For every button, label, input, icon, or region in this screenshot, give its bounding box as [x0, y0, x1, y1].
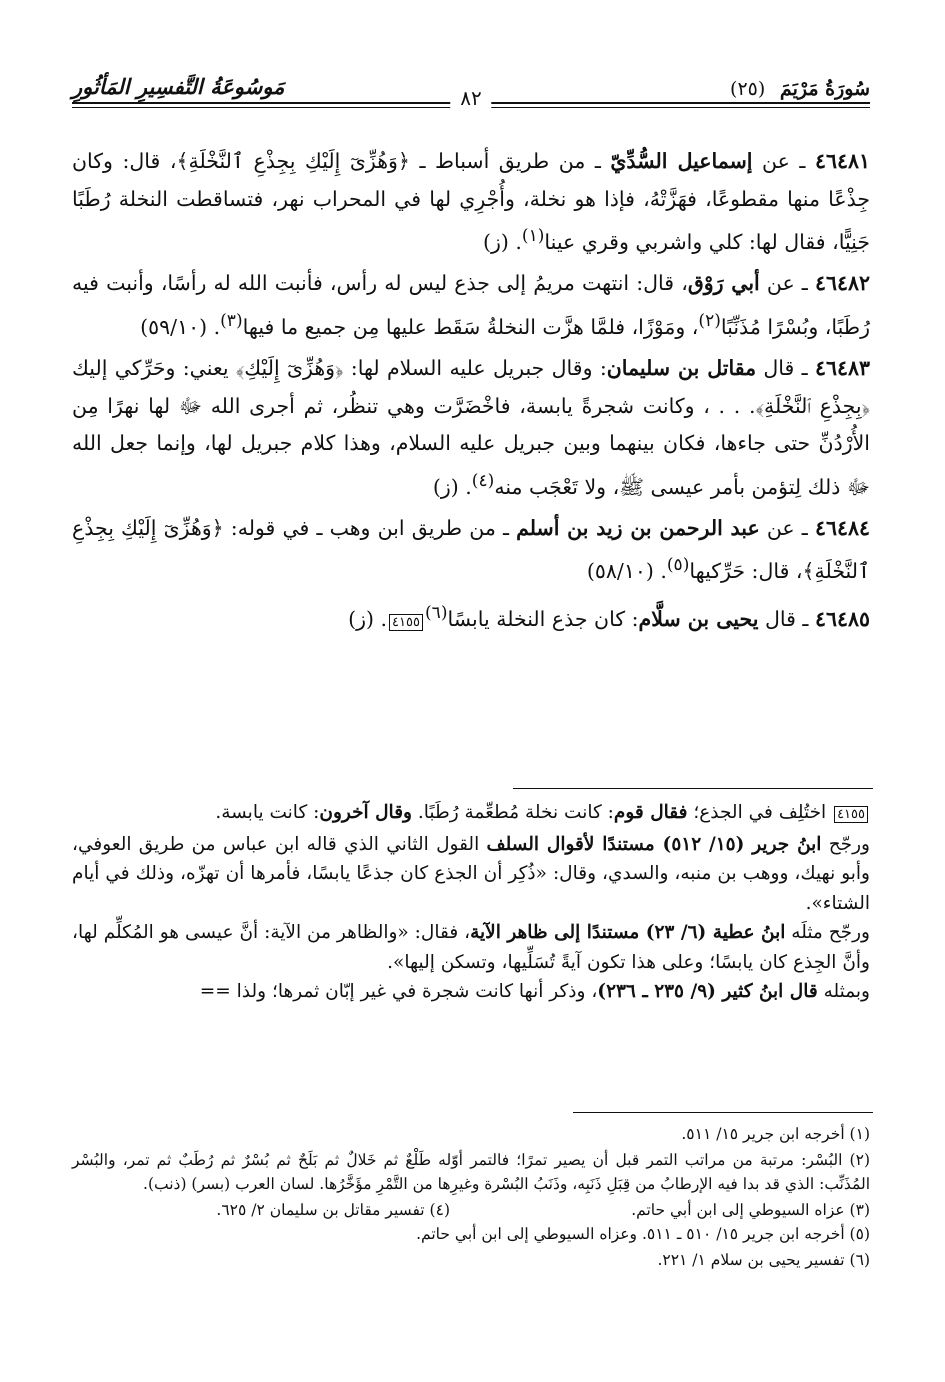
footnote-6: (٦) تفسير يحيى بن سلام ١/ ٢٢١. [657, 1250, 870, 1269]
surah-header [730, 78, 870, 100]
page-number: ٨٢ [450, 86, 491, 110]
commentary-text: القول الثاني الذي قاله ابن عباس من طريق العوفي، وأبو نهيك، ووهب بن منبه، والسدي، وقال: «ذُكِر أن الجذع كان جذعًا يابسًا، فأمرها أن تهزّه، وذلك في أيام الشتاء». [72, 833, 870, 914]
footnote-4: (٤) تفسير مقاتل بن سليمان ٢/ ٦٢٥. [216, 1200, 450, 1219]
entry-prefix: ـ قال [756, 356, 815, 381]
narrator-name: عبد الرحمن بن زيد بن أسلم [516, 515, 760, 540]
entry-text: : وقال جبريل عليه السلام لها: ﴿وَهُزِّىٓ إِلَيْكِ﴾ يعني: وحَرِّكي إليك ﴿بِجِذْعِ ٱلنَّخْلَةِ﴾. . . ، وكانت شجرةً يابسة، فاخْضَرَّت وهي تنظُر، ثم أجرى الله ﷻ لها نهرًا مِن الأُرْدُنِّ حتى جاءها، فكان بينهما وبين جبريل عليه السلام، وهذا كلام جبريل لها، وإنما جعل الله ﷻ ذلك لِتؤمن بأمر عيسى ﷺ، ولا تَعْجَب منه [72, 356, 870, 499]
footnote-marker[interactable]: (٤) [471, 470, 495, 491]
entry-reference: . (ز) [482, 229, 522, 254]
entry-prefix: ـ قال [758, 606, 815, 631]
footnote-row [72, 1198, 870, 1223]
entry-prefix: ـ عن [759, 515, 815, 540]
entry-text: ـ من طريق ابن وهب ـ في قوله: ﴿وَهُزِّىٓ إِلَيْكِ بِجِذْعِ ٱلنَّخْلَةِ﴾، قال: حَرِّكيها [72, 515, 870, 584]
commentary-bold: قال ابنُ كثير (٩/ ٢٣٥ ـ ٢٣٦) [597, 981, 818, 1002]
entry-number: ٤٦٤٨٥ [814, 606, 870, 631]
entry-reference: . (ز) [348, 606, 388, 631]
entry-prefix: ـ عن [759, 271, 815, 296]
commentary-bold: فقال قوم [613, 802, 688, 823]
commentary-text: ، وذكر أنها كانت شجرة في غير إبّان ثمرها؛ ولذا == [199, 981, 598, 1002]
commentary-number-box: ٤١٥٥ [834, 806, 868, 823]
footnote-marker[interactable]: (٣) [220, 310, 243, 331]
narration-entry [72, 265, 870, 346]
commentary-paragraph [72, 798, 870, 830]
commentary-text: ، فقال: «والظاهر من الآية: أنَّ عيسى هو المُكلِّم لها، وأنَّ الجِذع كان يابسًا؛ وعلى هذا تكون آيةً تُسَلِّيها، وتسكن إليها». [72, 922, 870, 973]
narrator-name: إسماعيل السُّدِّيّ [610, 149, 753, 173]
footnote-5: (٥) أخرجه ابن جرير ١٥/ ٥١٠ ـ ٥١١. وعزاه السيوطي إلى ابن أبي حاتم. [416, 1225, 870, 1243]
footnote-marker[interactable]: (١) [521, 226, 545, 246]
narrator-name: يحيى بن سلَّام [638, 606, 759, 631]
footnote-3: (٣) عزاه السيوطي إلى ابن أبي حاتم. [631, 1200, 870, 1219]
entry-prefix: ـ عن [752, 149, 815, 173]
footnote-marker[interactable]: (٥) [666, 555, 690, 576]
entry-text: ـ من طريق أسباط ـ ﴿وَهُزِّىٓ إِلَيْكِ بِجِذْعِ ٱلنَّخْلَةِ﴾، قال: وكان جِذْعًا منها مقطوعًا، فهَزَّتْهُ، فإذا هو نخلة، وأُجْرِي لها في المحراب نهر، فتساقطت النخلة رُطَبًا جَنِيًّا، فقال لها: كلي واشربي وقري عينا [72, 149, 870, 254]
commentary-paragraph [72, 918, 870, 977]
commentary-text: اختُلِف في الجذع؛ [687, 802, 833, 823]
entry-number: ٤٦٤٨٣ [814, 356, 870, 381]
commentary-paragraph [72, 830, 870, 919]
entry-text: ، قال: انتهت مريمُ إلى جذع ليس له رأس، فأنبت الله له رأسًا، وأنبت فيه رُطَبًا، وبُسْرًا مُذَنِّبًا [72, 271, 870, 339]
commentary-link-box[interactable]: ٤١٥٥ [389, 614, 423, 631]
entry-reference: . (ز) [432, 474, 472, 499]
verse-number: (٢٥) [730, 78, 766, 100]
entry-text: : كان جذع النخلة يابسًا [447, 606, 639, 631]
narrator-name: أبي رَوْق [687, 271, 760, 296]
narration-entry [72, 595, 870, 641]
narrator-name: مقاتل بن سليمان [606, 356, 757, 381]
book-title: مَوسُوعَةُ التَّفسِيرِ المَأثُورِ [72, 74, 285, 99]
narration-entry [72, 510, 870, 591]
footnote-separator [573, 1112, 873, 1113]
entry-number: ٤٦٤٨١ [814, 149, 870, 173]
footnote-2: (٢) البُسْر: مرتبة من مراتب التمر قبل أن يصير تمرًا؛ فالتمر أوّله طَلْعٌ ثم خَلالٌ ثم بَلَحٌ ثم بُسْرٌ ثم رُطَبٌ ثم تمر، والبُسْر المُذَنِّب: الذي قد بدا فيه الإرطابُ من قِبَلِ ذَنَبِه، وذَنَبُ البُسْرة وغيرِها من التَّمْرِ مؤَخَّرُها. لسان العرب (بسر) (ذنب). [72, 1150, 870, 1193]
footnotes [72, 1122, 870, 1273]
commentary-bold: وقال آخرون [319, 802, 412, 823]
commentary-separator [513, 788, 873, 789]
commentary-block [72, 798, 870, 1007]
narration-entry [72, 143, 870, 261]
narrations [72, 143, 870, 645]
surah-title: سُورَةُ مَرْيَمَ [779, 78, 870, 100]
entry-number: ٤٦٤٨٤ [814, 515, 870, 540]
page-header [72, 58, 870, 110]
commentary-bold: ابنُ جرير (١٥/ ٥١٢) مستندًا لأقوال السلف [486, 833, 822, 855]
commentary-text: : كانت يابسة. [215, 802, 320, 823]
footnote-marker[interactable]: (٦) [424, 602, 448, 623]
entry-text: ، ومَوْزًا، فلمَّا هزَّت النخلةُ سَقَط عليها مِن جميع ما فيها [242, 314, 699, 339]
commentary-bold: ابنُ عطية (٦/ ٢٣) مستندًا إلى ظاهر الآية [470, 922, 786, 943]
commentary-text: ورجّح [821, 833, 870, 855]
commentary-text: ورجّح مثلَه [785, 922, 870, 943]
narration-entry [72, 350, 870, 506]
footnote-marker[interactable]: (٢) [698, 310, 721, 331]
commentary-text: : كانت نخلة مُطعِّمة رُطَبًا. [411, 802, 614, 823]
entry-reference: . (٥٨/١٠) [586, 559, 667, 584]
entry-number: ٤٦٤٨٢ [814, 271, 870, 296]
commentary-text: وبمثله [817, 981, 870, 1002]
entry-reference: . (٥٩/١٠) [140, 314, 221, 339]
commentary-paragraph [72, 977, 870, 1007]
footnote-1: (١) أخرجه ابن جرير ١٥/ ٥١١. [681, 1125, 870, 1143]
